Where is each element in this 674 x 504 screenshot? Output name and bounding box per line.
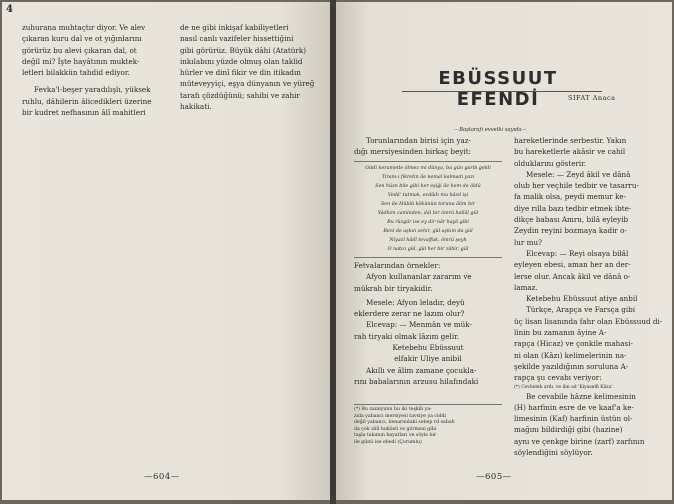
verse-line: Niyazî hâdî tevaffuk, ömrü şeyh <box>389 238 467 243</box>
text-line: hakikati. <box>180 102 212 112</box>
verse-line: O nabzı gül, gül her bir zâhir, gül <box>387 247 469 252</box>
text-line: olduklarını gösterir. <box>514 158 587 168</box>
article-author: SIFAT Anaca <box>568 94 616 102</box>
left-column-2 <box>180 22 320 112</box>
text-line: hürler ve dinî fikir ve din itikadın <box>180 68 301 78</box>
verse-line: Bu rüzgâr ise ey dir-nâr hayâ gibi <box>387 220 469 225</box>
text-line: letleri bilakkün tahdid ediyor. <box>22 68 130 78</box>
text-line: fa malik olsa, peydi memur ke- <box>514 192 627 202</box>
text-line: Ketebehu Ebüssuut <box>392 343 464 353</box>
text-line: Mesele: Afyon leladır, deyü <box>366 297 465 307</box>
text-line: değil mi? İşte hayâtının muktek- <box>22 56 140 66</box>
footnote-line: değil yabancı, kenarındaki sebep rd sabah <box>354 420 455 425</box>
text-line: bir kudret nefhasının âlî mahitleri <box>22 108 146 118</box>
text-line: limesinin (Kaf) harfinin üstün ol- <box>514 414 633 424</box>
divider <box>354 257 502 258</box>
text-line: mükrah bir tiryakidir. <box>354 283 433 293</box>
text-line: Afyon kullananlar zararım ve <box>366 272 472 282</box>
text-line: eklerdere zerar ne lazım olur? <box>354 309 465 319</box>
text-line: Ketebehu Ebüssuut atiye anbil <box>526 294 638 304</box>
footnote-line: da çok zâlî huküsü ve görmesi gibi <box>354 426 437 432</box>
text-line: çıkaran kuru dal ve ot yığınlarını <box>22 34 142 44</box>
text-line: mağını bildirdiği gibi (hazine) <box>514 425 623 435</box>
divider <box>354 161 502 162</box>
text-line: Fevka'l-beşer yaradılışlı, yüksek <box>34 85 151 95</box>
text-line: elfakir Uliye anibil <box>394 354 462 364</box>
text-line: rah tiryaki olmak lâzım gelir. <box>354 331 460 341</box>
verse-line: Sen ile Hûblû kökünün torunu âlim bir <box>380 202 476 207</box>
text-line: Elcevap: — Menmân ve mük- <box>366 320 472 330</box>
footnote-line: (*) Bu zannyunu bu iki teşkili ya- <box>354 407 432 412</box>
text-line: ruhlu, dâhilerin âlicedikleri üzerine <box>22 96 152 106</box>
text-line: Akıllı ve âlim zamane çocukla- <box>366 365 477 375</box>
page-corner-mark: 4 <box>6 4 13 15</box>
right-column-1-body <box>354 260 502 387</box>
verse-line: Beni de aşkın zehir, gül aşkım da gül <box>383 229 473 234</box>
footnote-divider <box>354 404 502 405</box>
right-column-1-intro <box>354 135 502 158</box>
text-line: eyleyen ebesi, aman her an der- <box>514 260 631 270</box>
text-line: müteveyyiçi, eşya dünyanın ve yüreğ <box>180 79 315 89</box>
left-column-1 <box>22 22 164 118</box>
text-line: gibi görürüz. Büyük dâhi (Atatürk) <box>180 45 306 55</box>
text-line: de ne gibi inkişaf kabiliyetleri <box>180 23 289 32</box>
text-line: lur mu? <box>514 237 542 247</box>
right-column-2 <box>514 135 664 458</box>
text-line: üç lisan lisanında fahr olan Ebüssuud di- <box>514 316 663 326</box>
article-title: EBÜSSUUT EFENDİ <box>438 68 558 110</box>
text-line: dikçe babası Amru, bilâ eyleyib <box>514 215 629 225</box>
text-line: tarafı çözdüğünü; sahibi ve zahir <box>180 90 300 100</box>
left-page <box>2 2 330 500</box>
continued-note: —Baştarafı evvelki sayıda— <box>454 127 527 133</box>
footnote <box>354 407 502 446</box>
text-line: Zeydin reyini bozmaya kadir o- <box>514 226 627 236</box>
text-line: söylendiğini söylüyor. <box>514 448 593 458</box>
text-line: bu hareketlerle akâsir ve cahil <box>514 147 626 157</box>
page-number: —604— <box>144 472 180 482</box>
verse-line: Vedâ' tutmak, ecdâdı mu hâsıl işi <box>387 193 469 198</box>
text-line: nasıl canlı vazifeler hissettiğini <box>180 34 294 44</box>
text-line: Fetvalarından örnekler: <box>354 261 441 270</box>
text-line: zuhurana muhtaçtır diyor. Ve alev <box>22 23 146 32</box>
text-line: rapça şu cevabı veriyor: <box>514 373 602 383</box>
verse-line: Yâdkim caminden, dâi bir ömrü hallâl gül <box>377 211 479 216</box>
inline-note: (*) Cevheleb ardı. ve ibn ad 'Kiyaselfi Kâza'. <box>514 384 614 390</box>
footnote-line: taşla takımın hayatları ve söyle bir <box>354 433 437 438</box>
verse-block <box>354 164 502 254</box>
text-line: görürüz bu alevi çıkaran dal, ot <box>22 45 137 55</box>
verse-line: Gitdi kerametle ölmez mi dünya, bu gün garib geldi <box>365 166 491 171</box>
text-line: rını babalarının arzusu hilafındaki <box>354 376 479 386</box>
text-line: (H) harfinin esre de ve kaaf'a ke- <box>514 402 634 412</box>
verse-line: Sen hüsn bile gibi her eşiği ile hem de öldü <box>375 184 481 189</box>
page-number: —605— <box>476 472 512 482</box>
text-line: inkılabını yüzde olmuş olan taklid <box>180 56 303 66</box>
text-line: şekilde yazıldığının soruluna A- <box>514 361 629 371</box>
text-line: ni olan (Kâzı) kelimelerinin na- <box>514 350 627 360</box>
title-underline <box>402 91 602 92</box>
text-line: aynı ve çenkge birine (zarf) zarfının <box>514 436 645 446</box>
right-page <box>336 2 672 500</box>
text-line: Türkçe, Arapça ve Farsça gibi <box>526 305 636 315</box>
text-line: Elcevap: — Reyi olsaya bilâl <box>526 248 629 258</box>
text-line: rapça (Hicaz) ve çonkile mahasi- <box>514 339 633 349</box>
text-line: Torunlarından birisi için yaz- <box>366 136 472 145</box>
text-line: diye rılla bazı tedbir etmek ibte- <box>514 203 632 213</box>
text-line: Mesele: — Zeyd âkil ve dânâ <box>526 169 631 179</box>
text-line: Be cevabile hâzne kelimesinin <box>526 391 636 401</box>
verse-line: Tiranı-ı fikretin ile kemal kalmadı yazı <box>381 175 475 180</box>
text-line: linin bu zamanın âyine A- <box>514 328 607 338</box>
text-line: lerse olur. Ancak âkil ve dânâ o- <box>514 271 631 281</box>
text-line: dığı mersiyesinden birkaç beyit: <box>354 147 472 157</box>
text-line: hareketlerinde serbestir. Yakın <box>514 136 627 145</box>
text-line: olub her veçhile tedbir ve tasarru- <box>514 181 639 191</box>
footnote-line: ile günü ise ebedi (Çorumlu) <box>354 439 422 445</box>
text-line: lamaz. <box>514 282 538 292</box>
footnote-line: zıda yabancı mersiyesi tavsiye ya ciddi <box>354 413 447 419</box>
